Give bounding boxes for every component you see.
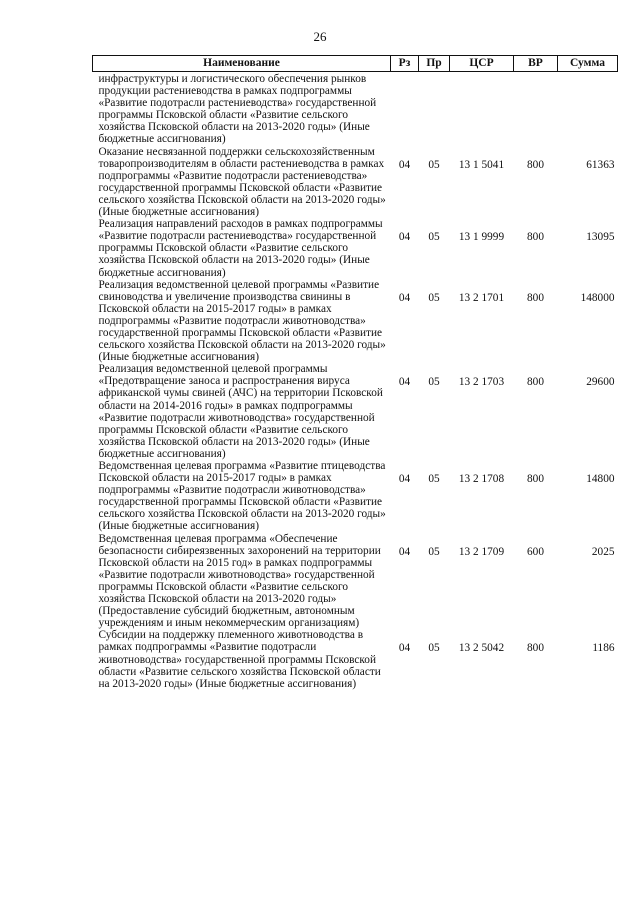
row-name: Реализация ведомственной целевой программы «Развитие свиноводства и увеличение производства свинины в Псковской области на 2015-2017 годы» в рамках подпрограммы «Развитие подотрасли животноводства» государственной программы Псковской области «Развитие сельского хозяйства Псковской области на 2013-2020 годы» (Иные бюджетные ассигнования): [98, 278, 386, 364]
row-sum: [558, 72, 618, 146]
budget-table: [92, 55, 618, 690]
row-csr: 13 2 1709: [458, 545, 505, 558]
row-name: Реализация направлений расходов в рамках подпрограммы «Развитие подотрасли растениеводства» государственной программы Псковской области «Развитие сельского хозяйства Псковской области на 2013-2020 годы» (Иные бюджетные ассигнования): [98, 218, 383, 279]
row-name: Ведомственная целевая программа «Обеспечение безопасности сибиреязвенных захоронений на территории Псковской области на 2015 год» в рамках подпрограммы «Развитие подотрасли животноводства» государственной программы Псковской области «Развитие сельского хозяйства Псковской области на 2013-2020 годы» (Предоставление субсидий бюджетным, автономным учреждениям и иным некоммерческим организациям): [98, 532, 381, 630]
row-pr: [419, 72, 450, 146]
table-row: [93, 363, 618, 460]
row-pr: 05: [428, 231, 440, 244]
page-number: 26: [313, 29, 327, 44]
row-vr: [514, 72, 558, 146]
row-name: инфраструктуры и логистического обеспечения рынков продукции растениеводства в рамках подпрограммы «Развитие подотрасли растениеводства» государственной программы Псковской области «Развитие сельского хозяйства Псковской области на 2013-2020 годы» (Иные бюджетные ассигнования): [98, 73, 377, 146]
row-sum: 14800: [586, 473, 615, 485]
table-row: [93, 146, 618, 219]
row-sum: 2025: [591, 545, 615, 558]
row-name: Реализация ведомственной целевой программы «Предотвращение заноса и распространения вируса африканской чумы свиней (АЧС) на территории Псковской области на 2014-2016 годы» в рамках подпрограммы «Развитие подотрасли животноводства» государственной программы Псковской области «Развитие сельского хозяйства Псковской области на 2013-2020 годы» (Иные бюджетные ассигнования): [98, 363, 383, 460]
row-sum: 1186: [592, 642, 615, 655]
row-vr: 800: [527, 231, 544, 244]
row-rz: 04: [398, 545, 411, 558]
row-csr: 13 2 1708: [458, 473, 505, 485]
table-row: [93, 533, 618, 630]
row-rz: 04: [398, 642, 411, 655]
row-vr: 800: [527, 376, 544, 389]
row-vr: 600: [527, 545, 544, 558]
row-name: Оказание несвязанной поддержки сельскохозяйственным товаропроизводителям в области растениеводства в рамках подпрограммы «Развитие подотрасли растениеводства» государственной программы Псковской области «Развитие сельского хозяйства Псковской области на 2013-2020 годы» (Иные бюджетные ассигнования): [98, 145, 386, 219]
row-sum: 13095: [586, 231, 615, 244]
header-sum: Сумма: [558, 56, 618, 72]
row-pr: 05: [428, 376, 440, 389]
row-pr: 05: [428, 545, 440, 558]
row-vr: 800: [527, 291, 544, 304]
row-rz: 04: [398, 158, 411, 171]
header-name: Наименование: [93, 56, 391, 72]
row-pr: 05: [428, 642, 440, 655]
row-vr: 800: [527, 473, 544, 485]
row-rz: 04: [398, 376, 411, 389]
row-csr: [450, 72, 514, 146]
row-sum: 148000: [580, 291, 615, 304]
row-pr: 05: [428, 158, 440, 171]
header-rz: Рз: [391, 56, 419, 72]
table-row: [93, 72, 618, 146]
row-name: Субсидии на поддержку племенного животноводства в рамках подпрограммы «Развитие подотрасли животноводства» государственной программы Псковской области «Развитие сельского хозяйства Псковской области на 2013-2020 годы» (Иные бюджетные ассигнования): [98, 629, 381, 690]
row-sum: 61363: [586, 158, 615, 171]
table-header-row: [93, 56, 618, 72]
row-rz: 04: [398, 291, 411, 304]
table-row: [93, 460, 618, 533]
header-csr: ЦСР: [450, 56, 514, 72]
row-csr: 13 2 5042: [458, 642, 505, 655]
table-row: [93, 218, 618, 278]
row-csr: 13 2 1701: [458, 291, 505, 304]
row-vr: 800: [527, 158, 544, 171]
row-vr: 800: [527, 642, 544, 655]
row-rz: [391, 72, 419, 146]
row-sum: 29600: [586, 376, 615, 389]
row-rz: 04: [398, 473, 411, 485]
row-rz: 04: [398, 231, 411, 244]
row-pr: 05: [428, 291, 440, 304]
table-row: [93, 279, 618, 364]
row-pr: 05: [428, 473, 440, 485]
header-pr: Пр: [419, 56, 450, 72]
row-name: Ведомственная целевая программа «Развитие птицеводства Псковской области на 2015-2017 годы» в рамках подпрограммы «Развитие подотрасли животноводства» государственной программы Псковской области «Развитие сельского хозяйства Псковской области на 2013-2020 годы» (Иные бюджетные ассигнования): [98, 460, 386, 533]
row-csr: 13 2 1703: [458, 376, 505, 389]
table-row: [93, 629, 618, 689]
row-csr: 13 1 5041: [458, 158, 505, 171]
header-vr: ВР: [514, 56, 558, 72]
row-csr: 13 1 9999: [458, 231, 505, 244]
